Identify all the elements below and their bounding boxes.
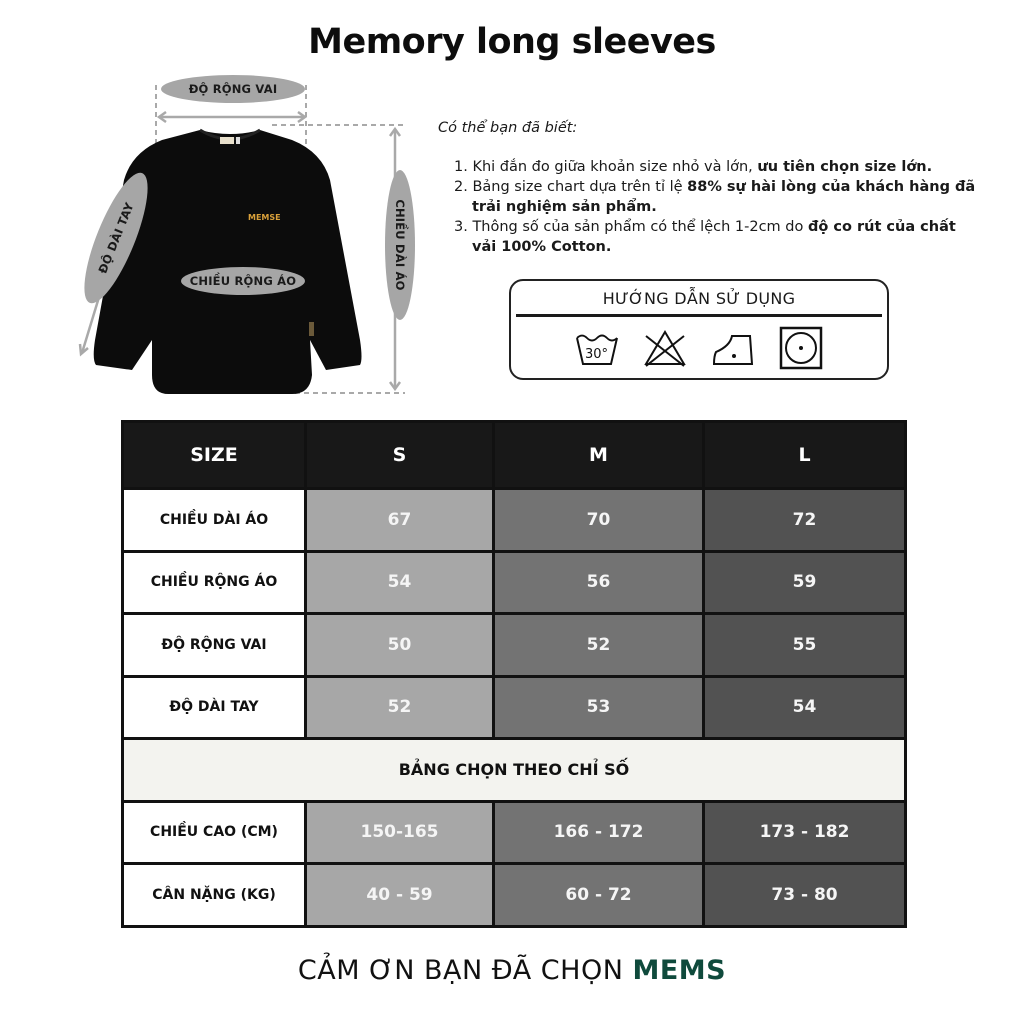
row-label: CHIỀU RỘNG ÁO (123, 551, 306, 614)
table-row (123, 864, 906, 927)
size-tips (438, 118, 978, 257)
cell-s: 54 (306, 551, 494, 614)
table-row (123, 551, 906, 614)
row-label: CHIỀU DÀI ÁO (123, 489, 306, 552)
section-title: BẢNG CHỌN THEO CHỈ SỐ (123, 739, 906, 802)
cell-s: 150-165 (306, 801, 494, 864)
care-icons (511, 326, 887, 370)
cell-m: 53 (494, 676, 704, 739)
row-label: CHIỀU CAO (CM) (123, 801, 306, 864)
tip-item: 2. Bảng size chart dựa trên tỉ lệ 88% sự hài lòng của khách hàng đã trải nghiệm sản phẩm. (454, 179, 976, 215)
label-shoulder-width: ĐỘ RỘNG VAI (161, 75, 305, 103)
table-row (123, 489, 906, 552)
table-row (123, 676, 906, 739)
shirt-logo: MEMSE (248, 213, 281, 222)
cell-l: 55 (704, 614, 906, 677)
page-title: Memory long sleeves (308, 22, 716, 62)
cell-s: 50 (306, 614, 494, 677)
cell-l: 54 (704, 676, 906, 739)
cell-m: 56 (494, 551, 704, 614)
row-label: CÂN NẶNG (KG) (123, 864, 306, 927)
cell-m: 70 (494, 489, 704, 552)
tip-item: 1. Khi đắn đo giữa khoản size nhỏ và lớn, ưu tiên chọn size lớn. (454, 159, 933, 175)
care-instructions-box (509, 279, 889, 380)
divider (516, 314, 882, 317)
label-sleeve-length: ĐỘ DÀI TAY (72, 166, 160, 310)
cell-l: 72 (704, 489, 906, 552)
header-l: L (704, 422, 906, 489)
row-label: ĐỘ DÀI TAY (123, 676, 306, 739)
shirt-illustration (60, 70, 430, 400)
tips-heading: Có thể bạn đã biết: (438, 120, 578, 136)
table-row (123, 614, 906, 677)
header-size: SIZE (123, 422, 306, 489)
cell-s: 40 - 59 (306, 864, 494, 927)
cell-m: 166 - 172 (494, 801, 704, 864)
table-row (123, 801, 906, 864)
table-header-row (123, 422, 906, 489)
brand-name: MEMS (632, 955, 727, 986)
label-body-width: CHIỀU RỘNG ÁO (181, 267, 305, 295)
cell-l: 59 (704, 551, 906, 614)
tumble-dry-icon (778, 326, 824, 370)
size-chart-table (121, 420, 907, 928)
cell-l: 173 - 182 (704, 801, 906, 864)
care-title: HƯỚNG DẪN SỬ DỤNG (602, 289, 796, 308)
row-label: ĐỘ RỘNG VAI (123, 614, 306, 677)
tip-item: 3. Thông số của sản phẩm có thể lệch 1-2cm do độ co rút của chất vải 100% Cotton. (454, 219, 956, 255)
tips-list (438, 157, 978, 257)
svg-text:30°: 30° (585, 347, 609, 362)
do-not-bleach-icon (642, 326, 688, 370)
footer-text: CẢM ƠN BẠN ĐÃ CHỌN (297, 955, 633, 986)
cell-m: 52 (494, 614, 704, 677)
cell-m: 60 - 72 (494, 864, 704, 927)
cell-s: 52 (306, 676, 494, 739)
section-row (123, 739, 906, 802)
cell-l: 73 - 80 (704, 864, 906, 927)
iron-low-icon (710, 326, 756, 370)
header-m: M (494, 422, 704, 489)
thank-you-footer (0, 955, 1024, 986)
header-s: S (306, 422, 494, 489)
cell-s: 67 (306, 489, 494, 552)
label-body-length: CHIỀU DÀI ÁO (385, 170, 415, 320)
wash-30-icon (574, 326, 620, 370)
